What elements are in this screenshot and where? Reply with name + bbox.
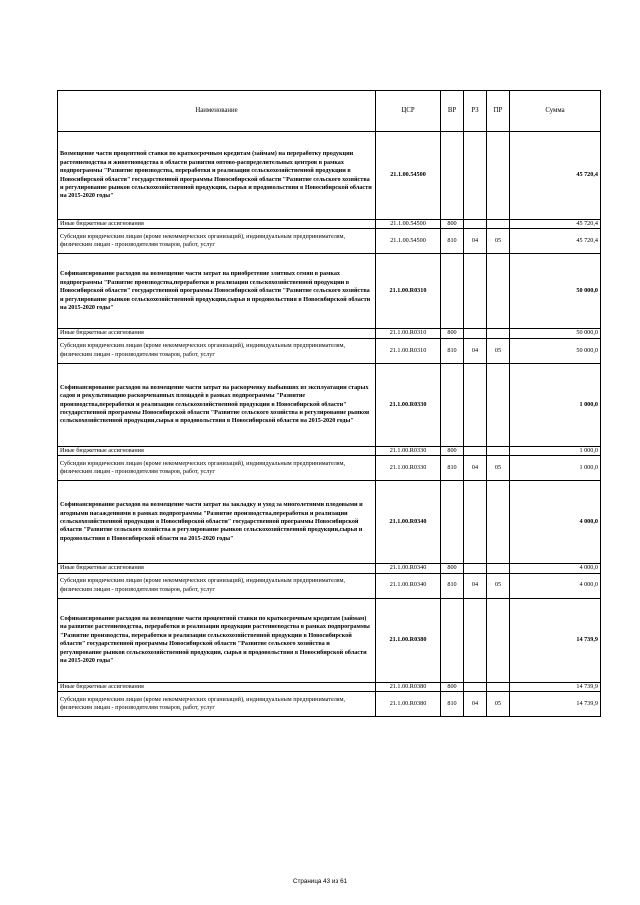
cell-sum: 14 739,9 [510,682,601,691]
cell-vr: 800 [441,564,464,573]
cell-sum: 45 720,4 [510,220,601,229]
cell-pr: 05 [487,229,510,254]
table-row [58,573,601,598]
cell-name: Софинансирование расходов на возмещение части процентной ставки по краткосрочным кредитам (займам) на развитие растениеводства, переработки и реализации продукции растениеводства в рамках подпрограммы "Развитие производства, переработки и реализации сельскохозяйственной продукции в Новосибирской области" государственной программы Новосибирской области "Развитие сельского хозяйства и регулирование рынков сельскохозяйственной продукции, сырья и продовольствия в Новосибирской области на 2015-2020 годы" [58,598,376,682]
cell-pr [487,363,510,446]
cell-pr [487,254,510,329]
cell-csr: 21.1.00.R0340 [376,564,441,573]
cell-name: Субсидии юридическим лицам (кроме некоммерческих организаций), индивидуальным предпринимателям, физическим лицам - производителям товаров, работ, услуг [58,338,376,363]
cell-csr: 21.1.00.R0380 [376,598,441,682]
cell-pr [487,682,510,691]
table-row [58,220,601,229]
cell-csr: 21.1.00.54500 [376,132,441,220]
cell-vr [441,132,464,220]
cell-csr: 21.1.00.R0310 [376,329,441,338]
cell-rz: 04 [464,338,487,363]
cell-name: Софинансирование расходов на возмещение части затрат на раскорчевку выбывших из эксплуатации старых садов и рекультивацию раскорчеванных площадей в рамках подпрограммы "Развитие производства,переработки и реализации сельскохозяйственной продукции в Новосибирской области" государственной программы Новосибирской области "Развитие сельского хозяйства и регулирование рынков сельскохозяйственной продукции,сырья и продовольствия в Новосибирской области на 2015-2020 годы" [58,363,376,446]
cell-name: Иные бюджетные ассигнования [58,564,376,573]
cell-pr: 05 [487,338,510,363]
page-number: Страница 43 из 61 [292,878,348,885]
table-row [58,329,601,338]
cell-pr: 05 [487,573,510,598]
cell-csr: 21.1.00.R0330 [376,456,441,481]
cell-sum: 45 720,4 [510,229,601,254]
table-row [58,692,601,717]
cell-sum: 1 000,0 [510,363,601,446]
cell-csr: 21.1.00.R0380 [376,682,441,691]
cell-pr [487,598,510,682]
header-rz: РЗ [464,91,487,132]
cell-csr: 21.1.00.R0310 [376,254,441,329]
table-header-row [58,91,601,132]
cell-pr: 05 [487,456,510,481]
cell-vr [441,363,464,446]
cell-name: Софинансирование расходов на возмещение части затрат на приобретение элитных семян в рамках подпрограммы "Развитие производства,переработки и реализации сельскохозяйственной продукции в Новосибирской области" государственной программы Новосибирской области "Развитие сельского хозяйства и регулирование рынков сельскохозяйственной продукции,сырья и продовольствия в Новосибирской области на 2015-2020 годы" [58,254,376,329]
cell-rz [464,132,487,220]
table-row [58,481,601,564]
cell-name: Субсидии юридическим лицам (кроме некоммерческих организаций), индивидуальным предпринимателям, физическим лицам - производителям товаров, работ, услуг [58,573,376,598]
budget-table [57,90,601,717]
cell-csr: 21.1.00.R0340 [376,481,441,564]
cell-sum: 50 000,0 [510,329,601,338]
cell-csr: 21.1.00.R0330 [376,446,441,455]
header-sum: Сумма [510,91,601,132]
cell-rz [464,254,487,329]
cell-rz: 04 [464,229,487,254]
cell-name: Субсидии юридическим лицам (кроме некоммерческих организаций), индивидуальным предпринимателям, физическим лицам - производителям товаров, работ, услуг [58,692,376,717]
cell-sum: 4 000,0 [510,564,601,573]
cell-pr [487,446,510,455]
cell-csr: 21.1.00.R0310 [376,338,441,363]
cell-vr: 800 [441,446,464,455]
cell-vr: 800 [441,220,464,229]
cell-pr [487,329,510,338]
cell-csr: 21.1.00.R0380 [376,692,441,717]
table-row [58,456,601,481]
cell-sum: 14 739,9 [510,692,601,717]
cell-vr [441,598,464,682]
cell-rz [464,446,487,455]
cell-name: Иные бюджетные ассигнования [58,329,376,338]
cell-rz: 04 [464,456,487,481]
header-name: Наименование [58,91,376,132]
cell-rz [464,564,487,573]
cell-rz: 04 [464,692,487,717]
cell-pr: 05 [487,692,510,717]
cell-sum: 50 000,0 [510,254,601,329]
cell-rz [464,329,487,338]
header-pr: ПР [487,91,510,132]
table-body [58,91,601,717]
cell-vr: 810 [441,573,464,598]
cell-csr: 21.1.00.54500 [376,229,441,254]
cell-vr: 810 [441,456,464,481]
cell-vr: 810 [441,338,464,363]
cell-rz [464,220,487,229]
cell-name: Субсидии юридическим лицам (кроме некоммерческих организаций), индивидуальным предпринимателям, физическим лицам - производителям товаров, работ, услуг [58,229,376,254]
cell-rz [464,682,487,691]
cell-sum: 4 000,0 [510,573,601,598]
cell-csr: 21.1.00.54500 [376,220,441,229]
table-row [58,363,601,446]
cell-vr: 800 [441,682,464,691]
cell-name: Субсидии юридическим лицам (кроме некоммерческих организаций), индивидуальным предпринимателям, физическим лицам - производителям товаров, работ, услуг [58,456,376,481]
cell-rz: 04 [464,573,487,598]
cell-pr [487,132,510,220]
table-row [58,598,601,682]
cell-name: Софинансирование расходов на возмещение части затрат на закладку и уход за многолетними плодовыми и ягодными насаждениями в рамках подпрограммы "Развитие производства,переработки и реализации сельскохозяйственной продукции в Новосибирской области" государственной программы Новосибирской области "Развитие сельского хозяйства и регулирование рынков сельскохозяйственной продукции,сырья и продовольствия в Новосибирской области на 2015-2020 годы" [58,481,376,564]
cell-csr: 21.1.00.R0340 [376,573,441,598]
cell-pr [487,220,510,229]
table-row [58,132,601,220]
cell-name: Иные бюджетные ассигнования [58,682,376,691]
table-row [58,338,601,363]
cell-vr: 800 [441,329,464,338]
cell-sum: 50 000,0 [510,338,601,363]
table-row [58,682,601,691]
cell-sum: 45 720,4 [510,132,601,220]
table-row [58,446,601,455]
cell-sum: 14 739,9 [510,598,601,682]
cell-name: Возмещение части процентной ставки по краткосрочным кредитам (займам) на переработку продукции растениеводства и животноводства в области развития оптово-распределительных центров в рамках подпрограммы "Развитие производства, переработки и реализации сельскохозяйственной продукции в Новосибирской области" государственной программы Новосибирской области "Развитие сельского хозяйства и регулирование рынков сельскохозяйственной продукции, сырья и продовольствия в Новосибирской области на 2015-2020 годы" [58,132,376,220]
cell-name: Иные бюджетные ассигнования [58,446,376,455]
header-vr: ВР [441,91,464,132]
cell-name: Иные бюджетные ассигнования [58,220,376,229]
cell-vr [441,254,464,329]
cell-csr: 21.1.00.R0330 [376,363,441,446]
cell-pr [487,564,510,573]
table-row [58,564,601,573]
cell-sum: 4 000,0 [510,481,601,564]
cell-vr: 810 [441,692,464,717]
cell-pr [487,481,510,564]
table-row [58,254,601,329]
cell-rz [464,598,487,682]
header-csr: ЦСР [376,91,441,132]
cell-sum: 1 000,0 [510,456,601,481]
cell-vr: 810 [441,229,464,254]
cell-rz [464,481,487,564]
cell-vr [441,481,464,564]
table-row [58,229,601,254]
cell-sum: 1 000,0 [510,446,601,455]
cell-rz [464,363,487,446]
